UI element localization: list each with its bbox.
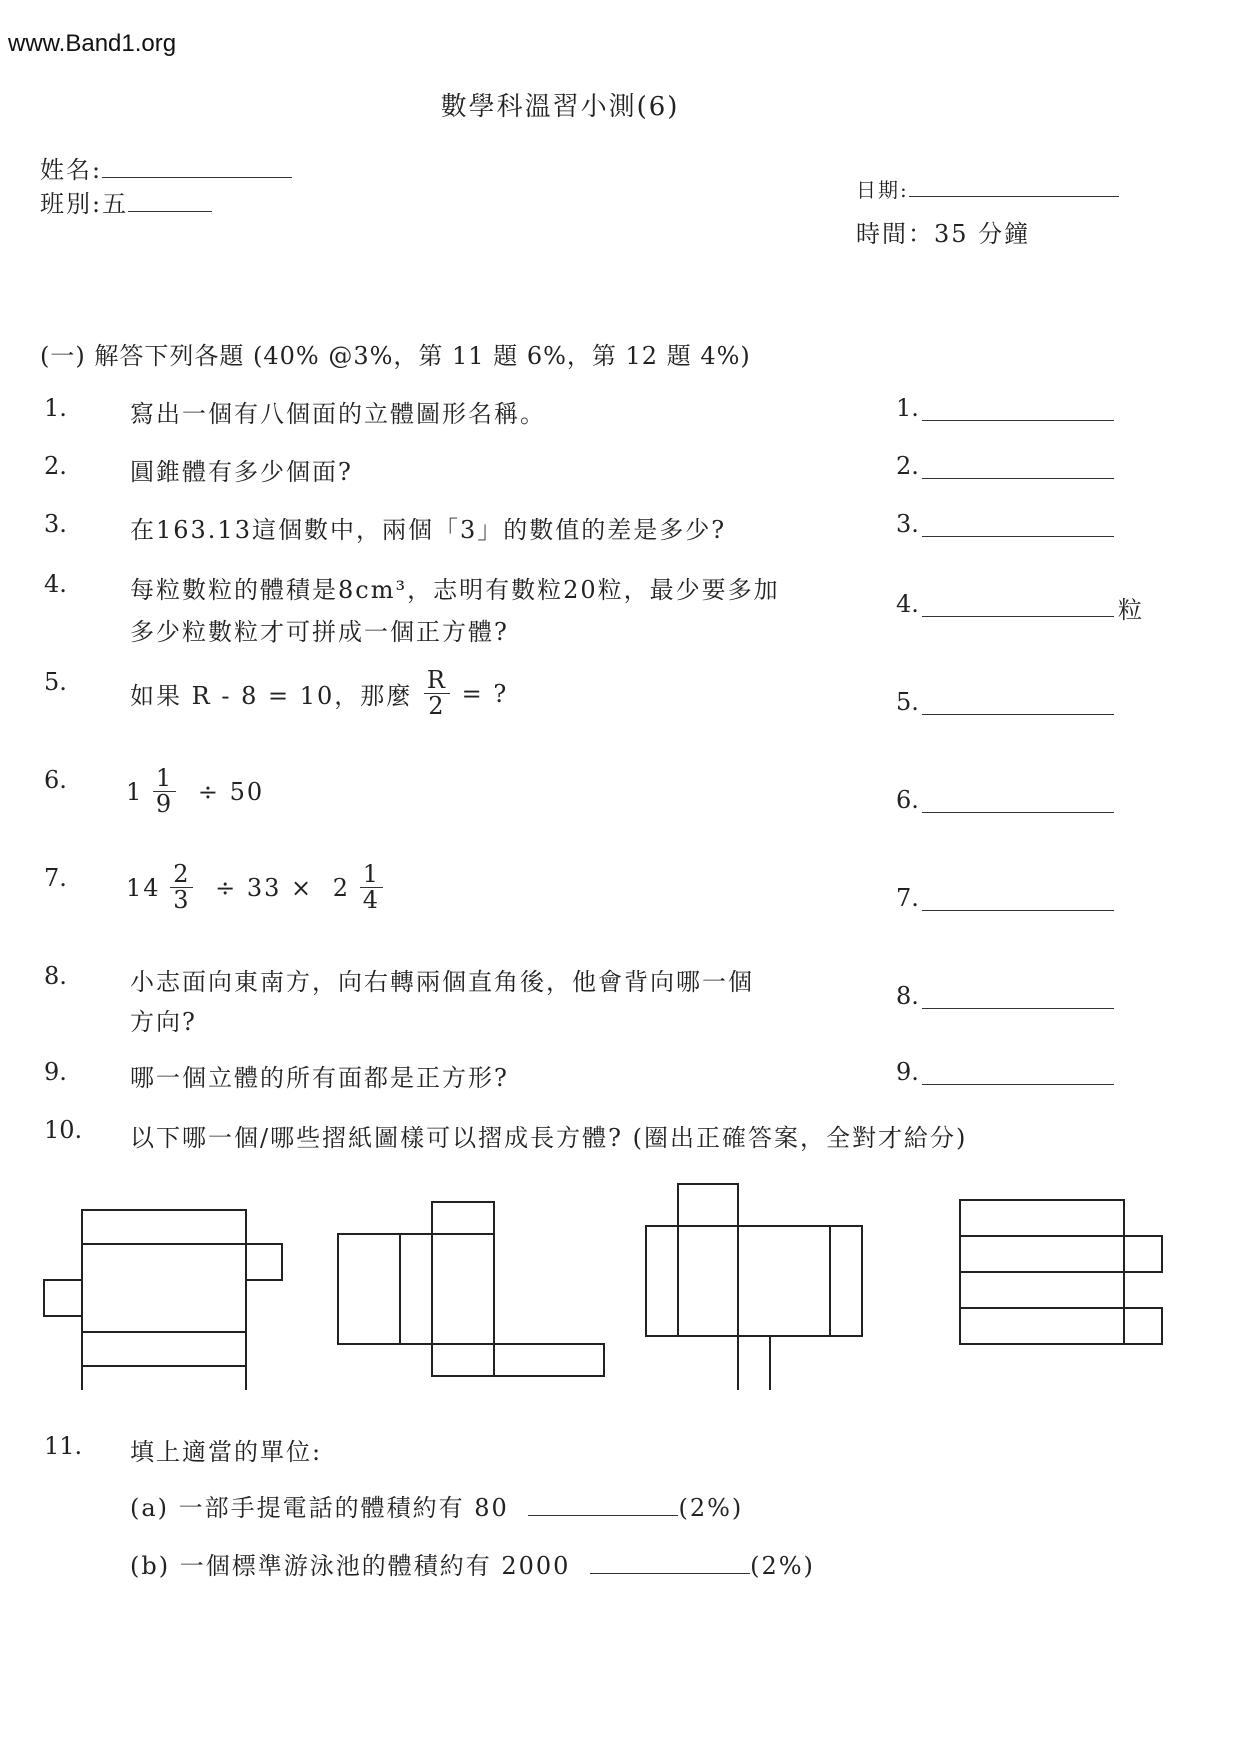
q10-number: 10.	[44, 1116, 83, 1144]
q11b-text: (b) 一個標準游泳池的體積約有 2000	[130, 1552, 571, 1580]
q11b-line	[130, 1546, 815, 1581]
q11-number: 11.	[44, 1432, 83, 1460]
q7-fraction2	[360, 862, 383, 913]
q3-number: 3.	[44, 510, 67, 538]
net-d[interactable]	[960, 1200, 1162, 1344]
q4-unit: 粒	[1118, 596, 1144, 624]
q11a-blank[interactable]	[528, 1495, 678, 1516]
q2-text: 圓錐體有多少個面?	[130, 458, 353, 486]
q11-text: 填上適當的單位:	[130, 1438, 323, 1466]
q1-answer-number: 1.	[896, 394, 919, 422]
q10-text: 以下哪一個/哪些摺紙圖樣可以摺成長方體? (圈出正確答案，全對才給分)	[130, 1124, 968, 1152]
q9-answer-line[interactable]	[922, 1084, 1114, 1085]
q4-number: 4.	[44, 570, 67, 598]
q7-den1: 3	[173, 886, 191, 915]
q5-answer-line[interactable]	[922, 714, 1114, 715]
page-title: 數學科溫習小測(6)	[440, 92, 680, 122]
q6-frac-den: 9	[155, 790, 174, 819]
name-label: 姓名:	[40, 156, 103, 184]
q7-den2: 4	[362, 886, 380, 915]
q5-frac-den: 2	[428, 692, 446, 721]
folding-nets-figure	[0, 1170, 1240, 1390]
q5-prefix: 如果 R - 8 = 10，那麼	[130, 682, 413, 711]
q11a-percent: (2%)	[678, 1494, 744, 1522]
q11b-percent: (2%)	[750, 1552, 815, 1580]
q7-number: 7.	[44, 864, 67, 892]
q1-text: 寫出一個有八個面的立體圖形名稱。	[130, 400, 546, 428]
q2-answer-number: 2.	[896, 452, 919, 480]
time-text: 時間：35 分鐘	[856, 220, 1031, 248]
net-b[interactable]	[338, 1202, 604, 1376]
q6-rest: ÷ 50	[197, 777, 265, 806]
net-c[interactable]	[646, 1184, 862, 1390]
site-url: www.Band1.org	[8, 30, 177, 57]
date-label: 日期:	[856, 178, 909, 202]
q3-answer-number: 3.	[896, 510, 919, 538]
q7-num1: 2	[170, 862, 193, 888]
class-label: 班別:五	[40, 190, 129, 218]
q8-number: 8.	[44, 962, 67, 990]
q11a-line	[130, 1488, 743, 1523]
q8-answer-number: 8.	[896, 982, 919, 1010]
q7-answer-number: 7.	[896, 884, 919, 912]
q4-answer-line[interactable]	[922, 616, 1114, 617]
class-field	[40, 184, 212, 219]
q8-text-line2: 方向?	[130, 1008, 197, 1036]
q7-fraction1	[170, 862, 193, 913]
q6-number: 6.	[44, 766, 67, 794]
q11b-blank[interactable]	[590, 1553, 750, 1574]
q3-text: 在163.13這個數中，兩個「3」的數值的差是多少?	[130, 516, 727, 544]
q1-number: 1.	[44, 394, 67, 422]
q5-expression	[130, 668, 508, 719]
q7-whole2: 2	[332, 873, 351, 902]
q8-answer-line[interactable]	[922, 1008, 1114, 1009]
q11a-text: (a) 一部手提電話的體積約有 80	[130, 1494, 509, 1522]
date-field	[856, 174, 1119, 203]
q5-suffix: = ?	[461, 679, 509, 708]
q8-text-line1: 小志面向東南方，向右轉兩個直角後，他會背向哪一個	[130, 968, 754, 996]
q4-answer-number: 4.	[896, 590, 919, 618]
date-blank[interactable]	[909, 176, 1119, 197]
q1-answer-line[interactable]	[922, 420, 1114, 421]
q7-answer-line[interactable]	[922, 910, 1114, 911]
q6-fraction	[153, 766, 176, 817]
q5-fraction	[424, 668, 450, 719]
section-heading: (一) 解答下列各題 (40% @3%，第 11 題 6%，第 12 題 4%)	[40, 342, 751, 370]
q2-number: 2.	[44, 452, 67, 480]
q5-answer-number: 5.	[896, 688, 919, 716]
q2-answer-line[interactable]	[922, 478, 1114, 479]
name-blank[interactable]	[102, 157, 292, 178]
q7-num2: 1	[360, 862, 383, 888]
q6-frac-num: 1	[153, 766, 176, 792]
name-field	[40, 150, 292, 185]
q9-answer-number: 9.	[896, 1058, 919, 1086]
class-blank[interactable]	[128, 191, 212, 212]
net-a[interactable]	[44, 1210, 282, 1390]
q7-expression	[126, 862, 385, 913]
q5-frac-num: R	[424, 668, 450, 694]
q5-number: 5.	[44, 668, 67, 696]
q9-number: 9.	[44, 1058, 67, 1086]
q7-whole1: 14	[126, 873, 161, 902]
q4-text-line1: 每粒數粒的體積是8cm³，志明有數粒20粒，最少要多加	[130, 576, 780, 604]
q4-text-line2: 多少粒數粒才可拼成一個正方體?	[130, 618, 509, 646]
q6-whole: 1	[126, 777, 144, 806]
q9-text: 哪一個立體的所有面都是正方形?	[130, 1064, 509, 1092]
q7-mid: ÷ 33 ×	[215, 873, 314, 902]
q3-answer-line[interactable]	[922, 536, 1114, 537]
q6-answer-line[interactable]	[922, 812, 1114, 813]
q6-answer-number: 6.	[896, 786, 919, 814]
q6-expression	[126, 766, 264, 817]
